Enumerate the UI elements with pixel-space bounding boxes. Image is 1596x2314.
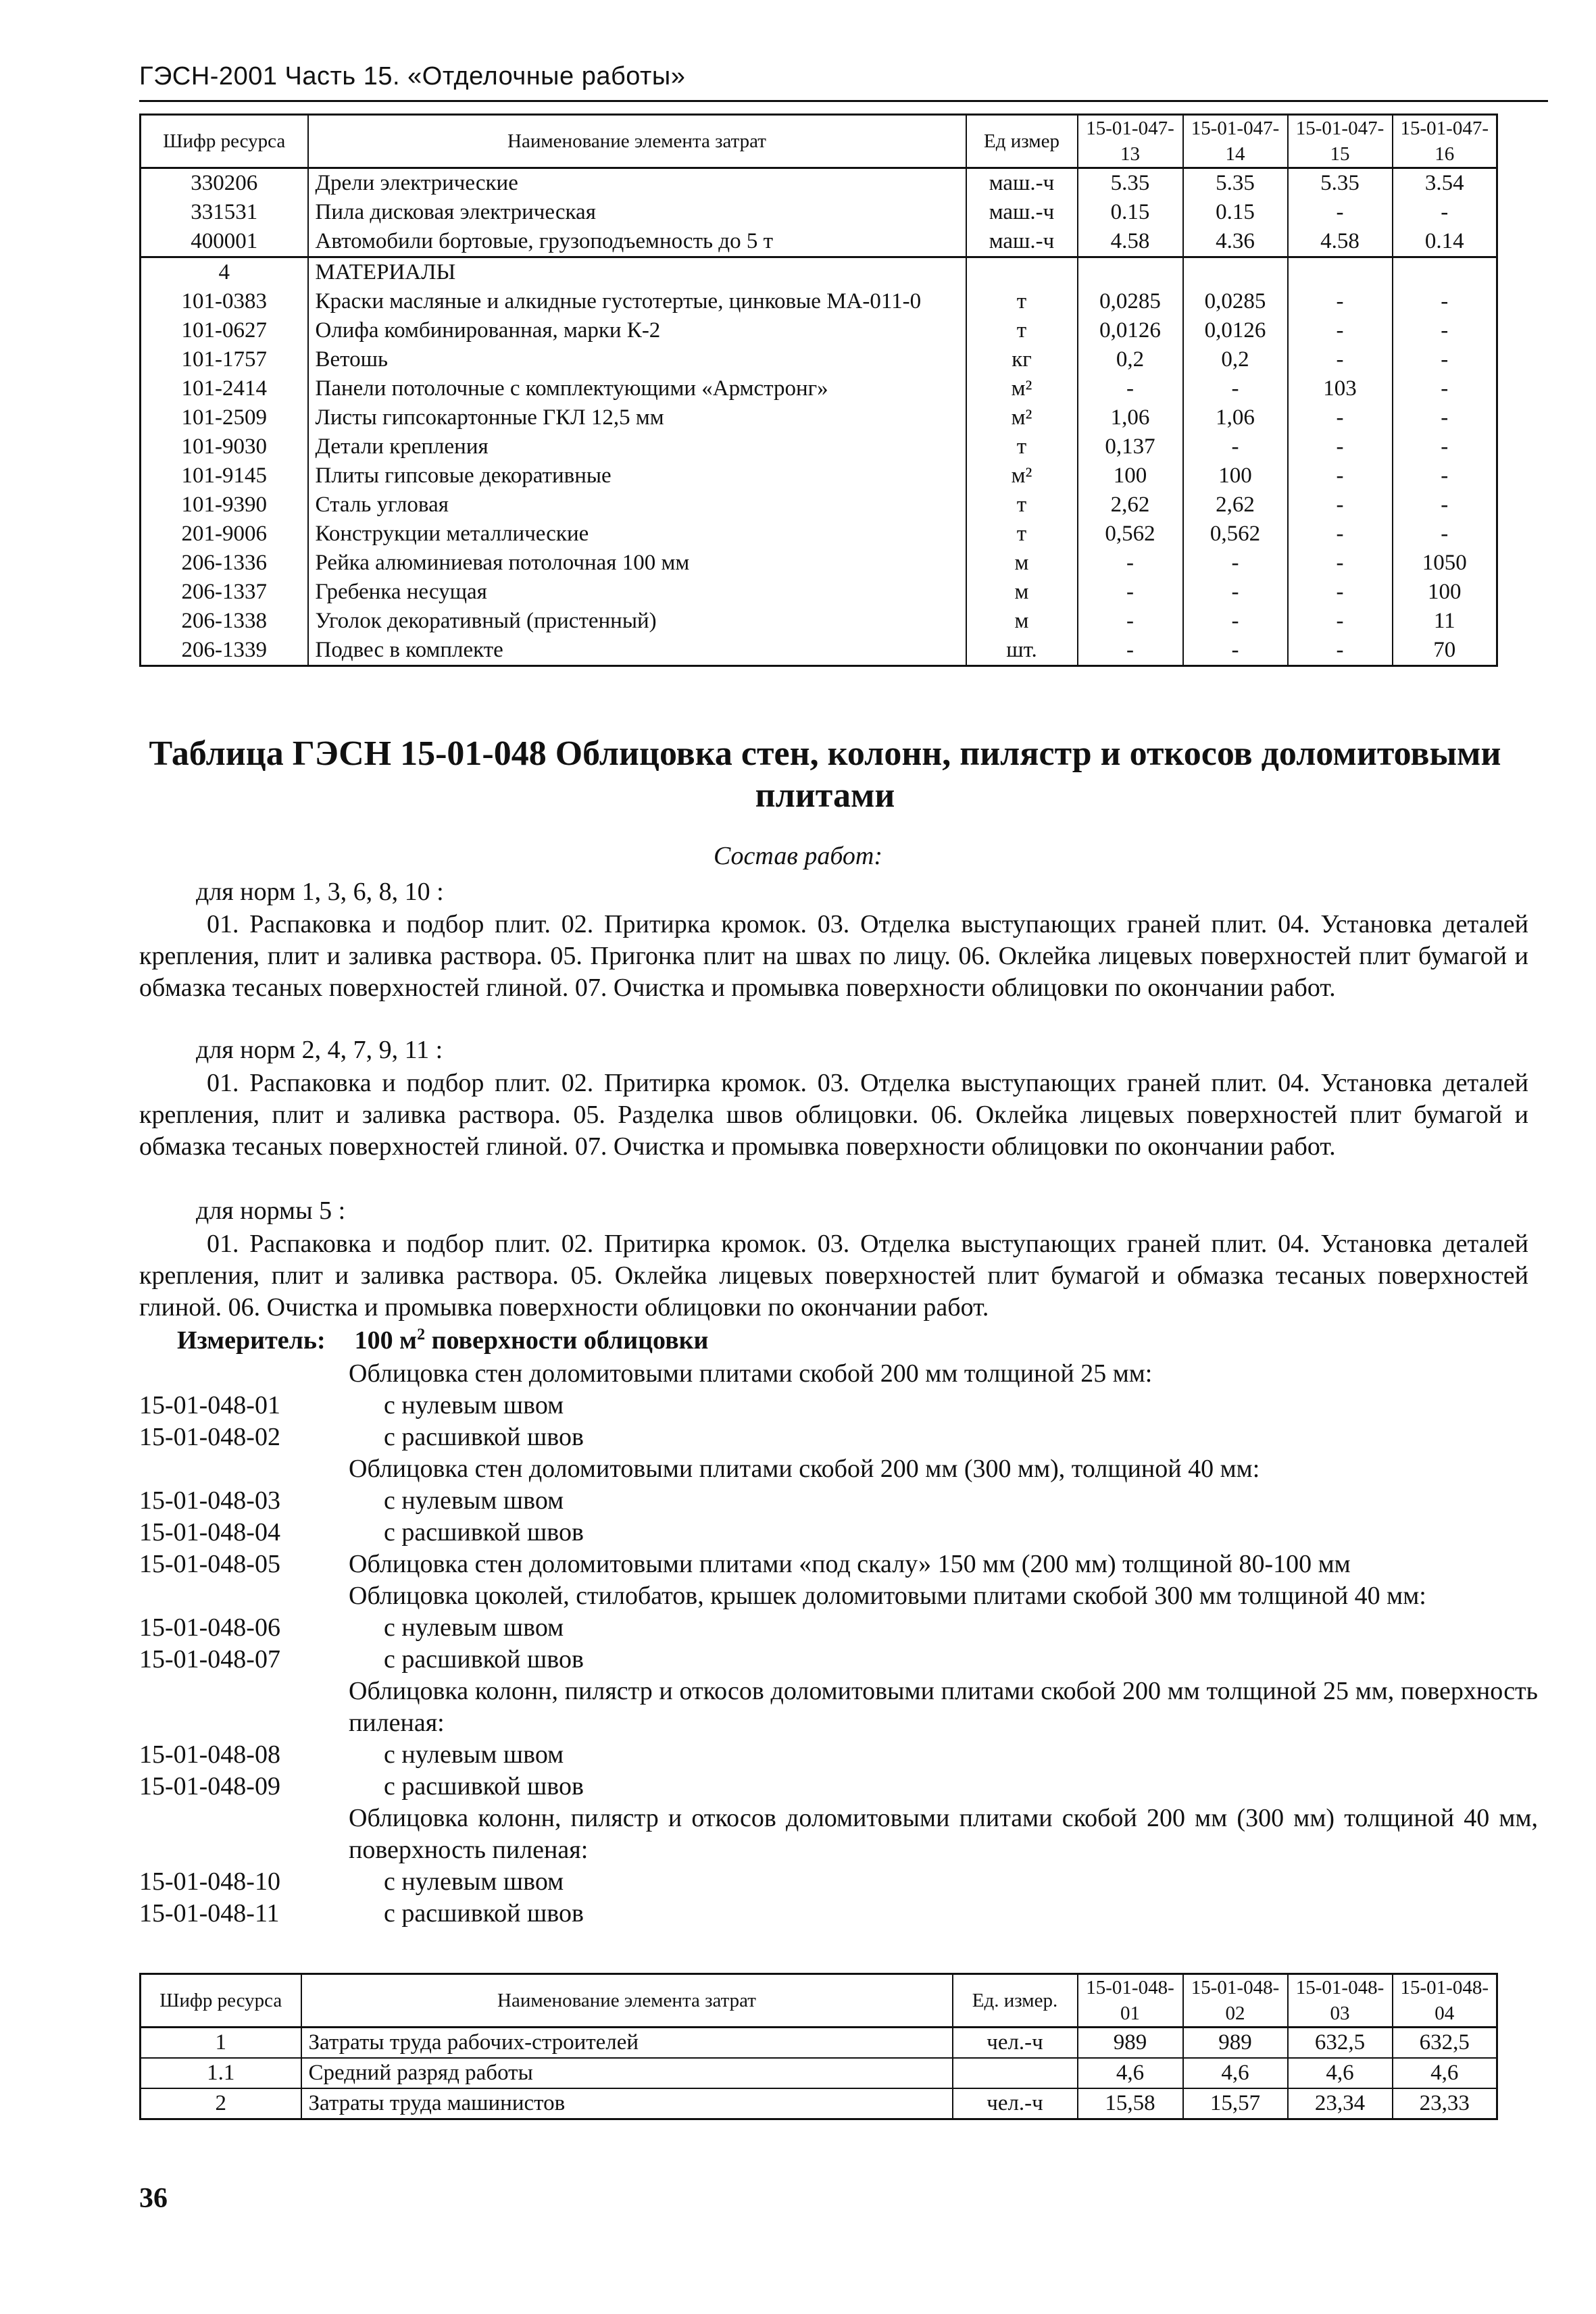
cell-value: 103 [1288, 374, 1393, 403]
cell-value: 0,137 [1078, 432, 1183, 461]
table-row [141, 198, 1497, 227]
table-row [141, 227, 1497, 257]
cell-value: 989 [1183, 2028, 1288, 2059]
cell-name: Листы гипсокартонные ГКЛ 12,5 мм [308, 403, 966, 432]
measure-line [177, 1326, 708, 1355]
cell-value: - [1078, 607, 1183, 636]
cell-unit: маш.-ч [966, 168, 1078, 199]
cell-value: - [1393, 461, 1497, 491]
cell-value: - [1393, 198, 1497, 227]
measure-unit-rest: поверхности облицовки [425, 1326, 709, 1355]
cell-value: 11 [1393, 607, 1497, 636]
cell-value: 1050 [1393, 549, 1497, 578]
cell-value: - [1288, 636, 1393, 666]
header-cell-norm: 15-01-048-02 [1183, 1974, 1288, 2028]
cell-code: 2 [141, 2088, 301, 2119]
cell-name: Дрели электрические [308, 168, 966, 199]
cell-name: Затраты труда машинистов [301, 2088, 953, 2119]
header-rule [139, 100, 1548, 102]
norm-code: 15-01-048-07 [139, 1645, 280, 1674]
cell-value: 0,2 [1183, 345, 1288, 374]
cell-code: 400001 [141, 227, 308, 257]
header-cell-norm: 15-01-048-03 [1288, 1974, 1393, 2028]
cell-code: 101-0627 [141, 316, 308, 345]
cell-code: 206-1338 [141, 607, 308, 636]
table-row [141, 432, 1497, 461]
cell-value [1393, 257, 1497, 288]
cell-value: 0,562 [1078, 520, 1183, 549]
cell-value: 0,0285 [1183, 287, 1288, 316]
norm-code: 15-01-048-04 [139, 1518, 280, 1546]
cell-unit [953, 2058, 1078, 2088]
norm-code-entry [139, 1612, 1538, 1644]
table-row [141, 168, 1497, 199]
cell-value: - [1183, 578, 1288, 607]
cell-code: 101-1757 [141, 345, 308, 374]
cell-value: - [1393, 374, 1497, 403]
cell-value: - [1183, 374, 1288, 403]
cell-value: - [1078, 578, 1183, 607]
norm-code-entry [139, 1580, 1538, 1612]
measure-exponent: 2 [417, 1326, 426, 1344]
norm-code: 15-01-048-10 [139, 1867, 280, 1896]
cell-name: Пила дисковая электрическая [308, 198, 966, 227]
cell-value: - [1393, 491, 1497, 520]
cell-name: Гребенка несущая [308, 578, 966, 607]
cell-value: 0,0126 [1183, 316, 1288, 345]
cell-code: 331531 [141, 198, 308, 227]
cell-name: Затраты труда рабочих-строителей [301, 2028, 953, 2059]
cell-unit: чел.-ч [953, 2028, 1078, 2059]
header-cell-unit: Ед измер [966, 115, 1078, 168]
cell-value: - [1288, 432, 1393, 461]
cell-value: 70 [1393, 636, 1497, 666]
cell-code: 206-1339 [141, 636, 308, 666]
norm-code-entry [139, 1422, 1538, 1453]
measure-label: Измеритель: [177, 1326, 326, 1355]
norm-description: с расшивкой швов [384, 1423, 584, 1451]
cell-value: 15,58 [1078, 2088, 1183, 2119]
resources-table-048 [139, 1973, 1498, 2120]
cell-value: - [1393, 345, 1497, 374]
cell-code: 101-9145 [141, 461, 308, 491]
cell-value: 0,0285 [1078, 287, 1183, 316]
cell-value: 0,2 [1078, 345, 1183, 374]
cell-name: Панели потолочные с комплектующими «Армстронг» [308, 374, 966, 403]
table-row [141, 403, 1497, 432]
norm-code-entry [139, 1898, 1538, 1930]
cell-value: 0.15 [1078, 198, 1183, 227]
cell-value: - [1393, 403, 1497, 432]
cell-value: - [1393, 287, 1497, 316]
cell-value: 23,34 [1288, 2088, 1393, 2119]
cell-code: 206-1336 [141, 549, 308, 578]
cell-code: 1.1 [141, 2058, 301, 2088]
cell-value: 100 [1393, 578, 1497, 607]
cell-value: 3.54 [1393, 168, 1497, 199]
cell-unit: м² [966, 403, 1078, 432]
norm-code-entry [139, 1866, 1538, 1898]
cell-code: 101-9030 [141, 432, 308, 461]
table-row [141, 461, 1497, 491]
table-row [141, 607, 1497, 636]
cell-unit: м² [966, 461, 1078, 491]
norm-code-entry [139, 1676, 1538, 1739]
header-cell-unit: Ед. измер. [953, 1974, 1078, 2028]
running-header: ГЭСН-2001 Часть 15. «Отделочные работы» [139, 62, 686, 91]
cell-value: 989 [1078, 2028, 1183, 2059]
cell-name: Подвес в комплекте [308, 636, 966, 666]
cell-value: 5.35 [1288, 168, 1393, 199]
norm-code-entry [139, 1358, 1538, 1390]
header-cell-norm: 15-01-047-16 [1393, 115, 1497, 168]
norm-description: с нулевым швом [384, 1613, 564, 1642]
cell-value: 0.14 [1393, 227, 1497, 257]
cell-value: 4,6 [1288, 2058, 1393, 2088]
norm-code: 15-01-048-01 [139, 1391, 280, 1419]
cell-value: 4.58 [1078, 227, 1183, 257]
cell-value: 1,06 [1078, 403, 1183, 432]
norm-group-heading: Облицовка цоколей, стилобатов, крышек доломитовыми плитами скобой 300 мм толщиной 40 мм: [349, 1582, 1426, 1610]
cell-value: 100 [1183, 461, 1288, 491]
cell-name: Сталь угловая [308, 491, 966, 520]
norm-code-entry [139, 1390, 1538, 1422]
cell-value: 2,62 [1078, 491, 1183, 520]
norm-code-list [139, 1358, 1538, 1930]
header-cell-norm: 15-01-047-15 [1288, 115, 1393, 168]
cell-value: - [1183, 636, 1288, 666]
cell-value [1078, 257, 1183, 288]
cell-name: Краски масляные и алкидные густотертые, цинковые МА-011-0 [308, 287, 966, 316]
header-cell-norm: 15-01-048-01 [1078, 1974, 1183, 2028]
cell-value: - [1078, 374, 1183, 403]
cell-code: 101-0383 [141, 287, 308, 316]
norm-group-heading: Облицовка стен доломитовыми плитами скобой 200 мм толщиной 25 мм: [349, 1359, 1153, 1388]
norm-description: с расшивкой швов [384, 1899, 584, 1928]
table-row [141, 578, 1497, 607]
cell-unit: маш.-ч [966, 198, 1078, 227]
cell-code: 330206 [141, 168, 308, 199]
header-cell-norm: 15-01-047-13 [1078, 115, 1183, 168]
cell-value: - [1288, 198, 1393, 227]
norm-code-entry [139, 1453, 1538, 1485]
table-row [141, 520, 1497, 549]
cell-code: 1 [141, 2028, 301, 2059]
norm-code: 15-01-048-03 [139, 1486, 280, 1515]
table-row [141, 345, 1497, 374]
norm-code-entry [139, 1549, 1538, 1580]
norm-group-heading: Облицовка колонн, пилястр и откосов доломитовыми плитами скобой 200 мм (300 мм) толщиной 40 мм, поверхность пиленая: [349, 1804, 1538, 1864]
cell-unit: чел.-ч [953, 2088, 1078, 2119]
cell-unit: м [966, 578, 1078, 607]
header-cell-code: Шифр ресурса [141, 1974, 301, 2028]
norm-code-entry [139, 1485, 1538, 1517]
norm-code-entry [139, 1644, 1538, 1676]
work-text: 01. Распаковка и подбор плит. 02. Притирка кромок. 03. Отделка выступающих граней плит. 04. Установка деталей крепления, плит и заливка раствора. 05. Разделка швов облицовки. 06. Оклейка лицевых поверхностей плит бумагой и обмазка тесаных поверхностей глиной. 07. Очистка и промывка поверхности облицовки по окончании работ. [139, 1069, 1528, 1161]
table-row [141, 2088, 1497, 2119]
cell-value: - [1183, 432, 1288, 461]
cell-value: 4.58 [1288, 227, 1393, 257]
cell-value: 2,62 [1183, 491, 1288, 520]
cell-unit [966, 257, 1078, 288]
cell-value: - [1078, 636, 1183, 666]
work-composition-heading: Состав работ: [713, 842, 883, 870]
cell-value: 0.15 [1183, 198, 1288, 227]
cell-value [1288, 257, 1393, 288]
cell-value: - [1288, 491, 1393, 520]
cell-value: 1,06 [1183, 403, 1288, 432]
cell-name: Детали крепления [308, 432, 966, 461]
cell-value: 4.36 [1183, 227, 1288, 257]
header-cell-code: Шифр ресурса [141, 115, 308, 168]
norm-code-entry [139, 1739, 1538, 1771]
table-title-line: плитами [755, 776, 895, 815]
cell-value: - [1183, 607, 1288, 636]
work-paragraph [139, 1067, 1528, 1163]
cell-unit: шт. [966, 636, 1078, 666]
norm-description: с нулевым швом [384, 1867, 564, 1896]
cell-value: - [1393, 520, 1497, 549]
cell-code: 206-1337 [141, 578, 308, 607]
norm-group-heading: Облицовка стен доломитовыми плитами скобой 200 мм (300 мм), толщиной 40 мм: [349, 1455, 1260, 1483]
cell-unit: т [966, 432, 1078, 461]
cell-unit: т [966, 520, 1078, 549]
cell-name: Средний разряд работы [301, 2058, 953, 2088]
cell-name: Уголок декоративный (пристенный) [308, 607, 966, 636]
cell-unit: кг [966, 345, 1078, 374]
cell-value: - [1393, 316, 1497, 345]
cell-value: 0,0126 [1078, 316, 1183, 345]
cell-value: 15,57 [1183, 2088, 1288, 2119]
cell-unit: м [966, 549, 1078, 578]
table-title-line: Таблица ГЭСН 15-01-048 Облицовка стен, колонн, пилястр и откосов доломитовыми [149, 734, 1501, 773]
norm-code: 15-01-048-05 [139, 1550, 280, 1578]
norm-code: 15-01-048-11 [139, 1899, 280, 1928]
norm-code-entry [139, 1803, 1538, 1866]
cell-unit: маш.-ч [966, 227, 1078, 257]
work-text: 01. Распаковка и подбор плит. 02. Притирка кромок. 03. Отделка выступающих граней плит. 04. Установка деталей крепления, плит и заливка раствора. 05. Пригонка плит на швах по лицу. 06. Оклейка лицевых поверхностей плит бумагой и обмазка тесаных поверхностей глиной. 07. Очистка и промывка поверхности облицовки по окончании работ. [139, 910, 1528, 1002]
norm-group-label: для нормы 5 : [196, 1197, 346, 1225]
work-paragraph [139, 1228, 1528, 1324]
cell-code: 101-2509 [141, 403, 308, 432]
cell-value: - [1288, 403, 1393, 432]
cell-name: Ветошь [308, 345, 966, 374]
norm-code: 15-01-048-09 [139, 1772, 280, 1801]
cell-value: 23,33 [1393, 2088, 1497, 2119]
norm-group-heading: Облицовка колонн, пилястр и откосов доломитовыми плитами скобой 200 мм толщиной 25 мм, поверхность пиленая: [349, 1677, 1538, 1737]
table-row [141, 374, 1497, 403]
cell-unit: т [966, 316, 1078, 345]
table-header-row [141, 1974, 1497, 2028]
cell-value: - [1288, 578, 1393, 607]
cell-unit: т [966, 491, 1078, 520]
cell-value: - [1288, 316, 1393, 345]
norm-description: с нулевым швом [384, 1740, 564, 1769]
cell-value: 0,562 [1183, 520, 1288, 549]
cell-unit: м² [966, 374, 1078, 403]
cell-value: 4,6 [1078, 2058, 1183, 2088]
cell-name: Автомобили бортовые, грузоподъемность до 5 т [308, 227, 966, 257]
cell-value: - [1288, 607, 1393, 636]
norm-code: 15-01-048-08 [139, 1740, 280, 1769]
page-number: 36 [139, 2183, 168, 2214]
cell-value [1183, 257, 1288, 288]
norm-description: с нулевым швом [384, 1486, 564, 1515]
table-row [141, 549, 1497, 578]
cell-unit: м [966, 607, 1078, 636]
cell-value: - [1288, 345, 1393, 374]
table-row [141, 2058, 1497, 2088]
cell-value: - [1183, 549, 1288, 578]
work-paragraph [139, 909, 1528, 1004]
cell-value: - [1393, 432, 1497, 461]
measure-value: 100 м [354, 1326, 418, 1355]
header-cell-norm: 15-01-047-14 [1183, 115, 1288, 168]
cell-value: 5.35 [1183, 168, 1288, 199]
norm-code: 15-01-048-06 [139, 1613, 280, 1642]
cell-unit: т [966, 287, 1078, 316]
header-cell-norm: 15-01-048-04 [1393, 1974, 1497, 2028]
cell-value: 5.35 [1078, 168, 1183, 199]
cell-value: 632,5 [1288, 2028, 1393, 2059]
cell-value: 4,6 [1183, 2058, 1288, 2088]
cell-code: 101-9390 [141, 491, 308, 520]
cell-code: 201-9006 [141, 520, 308, 549]
norm-description: с нулевым швом [384, 1391, 564, 1419]
cell-value: - [1288, 549, 1393, 578]
table-title [139, 733, 1511, 817]
cell-name: Плиты гипсовые декоративные [308, 461, 966, 491]
work-text: 01. Распаковка и подбор плит. 02. Притирка кромок. 03. Отделка выступающих граней плит. 04. Установка деталей крепления, плит и заливка раствора. 05. Оклейка лицевых поверхностей плит бумагой и обмазка тесаных поверхностей глиной. 06. Очистка и промывка поверхности облицовки по окончании работ. [139, 1230, 1528, 1322]
resources-table-047 [139, 114, 1498, 667]
table-header-row [141, 115, 1497, 168]
cell-name: Рейка алюминиевая потолочная 100 мм [308, 549, 966, 578]
norm-description: с расшивкой швов [384, 1518, 584, 1546]
norm-code: 15-01-048-02 [139, 1423, 280, 1451]
cell-value: - [1078, 549, 1183, 578]
norm-code-entry [139, 1517, 1538, 1549]
cell-value: - [1288, 287, 1393, 316]
cell-value: - [1288, 461, 1393, 491]
norm-description: Облицовка стен доломитовыми плитами «под скалу» 150 мм (200 мм) толщиной 80-100 мм [349, 1550, 1351, 1578]
norm-group-label: для норм 2, 4, 7, 9, 11 : [196, 1036, 443, 1064]
header-cell-name: Наименование элемента затрат [301, 1974, 953, 2028]
header-cell-name: Наименование элемента затрат [308, 115, 966, 168]
cell-name: МАТЕРИАЛЫ [308, 257, 966, 288]
cell-code: 101-2414 [141, 374, 308, 403]
cell-value: 632,5 [1393, 2028, 1497, 2059]
cell-name: Конструкции металлические [308, 520, 966, 549]
cell-value: 100 [1078, 461, 1183, 491]
table-row [141, 636, 1497, 666]
table-row [141, 287, 1497, 316]
cell-value: - [1288, 520, 1393, 549]
norm-description: с расшивкой швов [384, 1772, 584, 1801]
table-row [141, 2028, 1497, 2059]
table-row [141, 491, 1497, 520]
cell-name: Олифа комбинированная, марки К-2 [308, 316, 966, 345]
cell-code: 4 [141, 257, 308, 288]
table-row [141, 257, 1497, 288]
norm-description: с расшивкой швов [384, 1645, 584, 1674]
norm-code-entry [139, 1771, 1538, 1803]
cell-value: 4,6 [1393, 2058, 1497, 2088]
norm-group-label: для норм 1, 3, 6, 8, 10 : [196, 878, 444, 906]
table-row [141, 316, 1497, 345]
